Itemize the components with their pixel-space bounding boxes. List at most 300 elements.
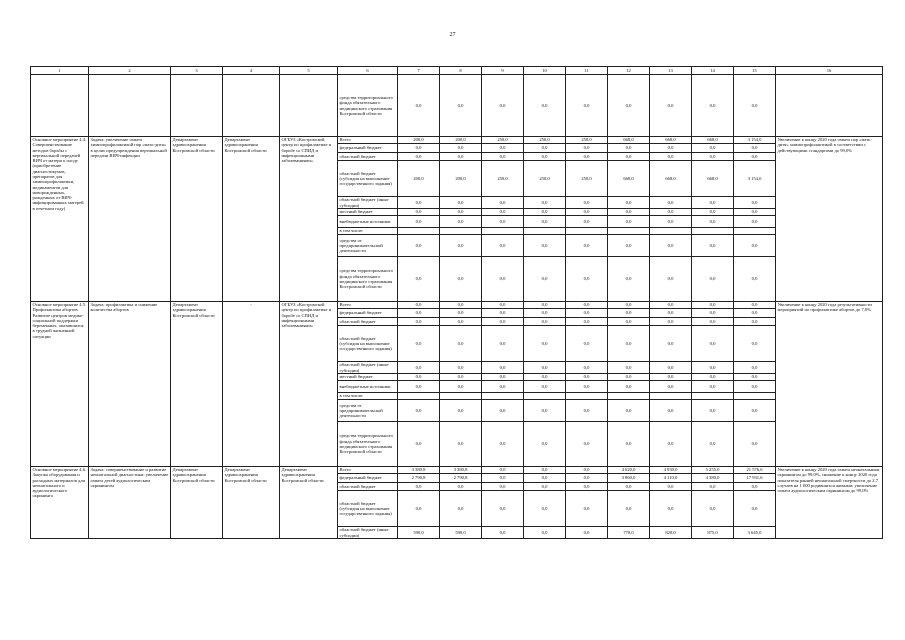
value-cell: 0,0 <box>608 302 650 309</box>
value-cell: 0,0 <box>524 326 566 362</box>
value-cell: 0,0 <box>440 197 482 209</box>
column-number: 9 <box>482 67 524 75</box>
value-cell: 3 860,0 <box>608 474 650 483</box>
value-cell: 0,0 <box>440 491 482 527</box>
value-cell: 0,0 <box>650 197 692 209</box>
funding-source-label: областной бюджет (иные субсидии) <box>338 197 398 209</box>
value-cell: 0,0 <box>692 209 734 216</box>
value-cell: 200,0 <box>440 161 482 197</box>
value-cell: 0,0 <box>608 75 650 137</box>
budget-table <box>30 66 883 539</box>
value-cell: 0,0 <box>566 474 608 483</box>
value-cell: 0,0 <box>482 527 524 539</box>
value-cell: 0,0 <box>692 309 734 318</box>
table-row <box>31 302 883 309</box>
column-number: 14 <box>692 67 734 75</box>
funding-source-label: Всего <box>338 137 398 144</box>
value-cell: 0,0 <box>398 257 440 302</box>
value-cell <box>566 228 608 235</box>
value-cell <box>566 393 608 400</box>
value-cell <box>692 393 734 400</box>
value-cell: 0,0 <box>524 197 566 209</box>
value-cell: 0,0 <box>524 318 566 326</box>
value-cell: 0,0 <box>566 326 608 362</box>
value-cell: 0,0 <box>692 302 734 309</box>
value-cell: 0,0 <box>608 153 650 161</box>
value-cell: 0,0 <box>650 309 692 318</box>
blank-cell <box>31 75 89 137</box>
value-cell: 0,0 <box>566 527 608 539</box>
value-cell <box>440 228 482 235</box>
value-cell: 0,0 <box>608 400 650 422</box>
value-cell <box>734 228 776 235</box>
value-cell <box>650 228 692 235</box>
value-cell: 0,0 <box>734 153 776 161</box>
value-cell: 3 645,0 <box>734 527 776 539</box>
column-number: 10 <box>524 67 566 75</box>
value-cell: 0,0 <box>524 257 566 302</box>
value-cell: 0,0 <box>566 381 608 393</box>
value-cell: 0,0 <box>566 75 608 137</box>
value-cell: 0,0 <box>608 491 650 527</box>
value-cell: 0,0 <box>608 483 650 491</box>
value-cell: 0,0 <box>524 216 566 228</box>
value-cell: 0,0 <box>524 381 566 393</box>
column-numbers-row <box>31 67 883 75</box>
funding-source-label: средства от предпринимательской деятельности <box>338 235 398 257</box>
value-cell: 0,0 <box>482 491 524 527</box>
funding-source-label: внебюджетные источники <box>338 216 398 228</box>
value-cell: 820,0 <box>650 527 692 539</box>
value-cell: 0,0 <box>692 318 734 326</box>
blank-cell <box>776 75 883 137</box>
value-cell: 0,0 <box>692 491 734 527</box>
funding-source-label: Всего <box>338 467 398 474</box>
value-cell: 0,0 <box>734 216 776 228</box>
value-cell: 0,0 <box>692 144 734 153</box>
value-cell: 0,0 <box>650 144 692 153</box>
value-cell: 0,0 <box>482 483 524 491</box>
value-cell: 668,0 <box>692 137 734 144</box>
co-executor: Департамент здравоохранения Костромской области <box>223 467 280 539</box>
value-cell: 0,0 <box>440 374 482 381</box>
column-number: 8 <box>440 67 482 75</box>
value-cell <box>650 393 692 400</box>
value-cell: 0,0 <box>734 235 776 257</box>
value-cell: 0,0 <box>440 422 482 467</box>
value-cell: 0,0 <box>482 257 524 302</box>
task-description: Задача: увеличение охвата химиопрофилактикой пар «мать-дитя» в целях предупреждения вертикальной передачи ВИЧ-инфекции <box>89 137 171 302</box>
value-cell: 0,0 <box>566 422 608 467</box>
column-number: 3 <box>171 67 223 75</box>
value-cell: 250,0 <box>524 137 566 144</box>
value-cell: 4 930,0 <box>650 467 692 474</box>
value-cell: 0,0 <box>524 144 566 153</box>
value-cell: 0,0 <box>650 318 692 326</box>
value-cell: 0,0 <box>524 483 566 491</box>
value-cell: 0,0 <box>398 235 440 257</box>
value-cell: 250,0 <box>482 137 524 144</box>
column-number: 1 <box>31 67 89 75</box>
funding-source-label: федеральный бюджет <box>338 309 398 318</box>
value-cell: 0,0 <box>734 491 776 527</box>
value-cell: 0,0 <box>692 235 734 257</box>
participant: ОГБУЗ «Костромской центр по профилактике и борьбе со СПИД и инфекционными заболеваниями» <box>280 302 338 467</box>
value-cell: 0,0 <box>440 235 482 257</box>
value-cell: 668,0 <box>608 161 650 197</box>
value-cell: 0,0 <box>734 400 776 422</box>
value-cell: 0,0 <box>482 422 524 467</box>
value-cell: 0,0 <box>734 144 776 153</box>
value-cell: 0,0 <box>482 309 524 318</box>
value-cell: 0,0 <box>734 257 776 302</box>
funding-source-label: областной бюджет <box>338 153 398 161</box>
value-cell: 0,0 <box>440 216 482 228</box>
value-cell: 0,0 <box>608 309 650 318</box>
value-cell: 0,0 <box>692 381 734 393</box>
value-cell: 5 255,0 <box>692 467 734 474</box>
value-cell: 0,0 <box>398 318 440 326</box>
column-number: 13 <box>650 67 692 75</box>
value-cell: 0,0 <box>566 302 608 309</box>
value-cell: 0,0 <box>650 400 692 422</box>
expected-result: Увеличение к концу 2020 года результативности мероприятий по профилактике абортов до 7,0% <box>776 302 883 467</box>
column-number: 7 <box>398 67 440 75</box>
funding-source-label: областной бюджет (субсидия на выполнение государственного задания) <box>338 161 398 197</box>
value-cell: 0,0 <box>440 309 482 318</box>
value-cell: 0,0 <box>398 153 440 161</box>
value-cell <box>398 393 440 400</box>
value-cell: 0,0 <box>608 318 650 326</box>
value-cell: 0,0 <box>524 235 566 257</box>
value-cell: 0,0 <box>692 422 734 467</box>
value-cell: 0,0 <box>398 197 440 209</box>
value-cell: 0,0 <box>650 75 692 137</box>
value-cell: 0,0 <box>734 374 776 381</box>
value-cell: 0,0 <box>566 400 608 422</box>
value-cell <box>524 228 566 235</box>
value-cell: 0,0 <box>566 467 608 474</box>
expected-result: Увеличение к концу 2020 года охвата неонатальным скринингом до 99,0%, снижение к концу 2020 года показателя ранней неонатальной смертности до 2,7 случаев на 1 000 родившихся живыми; увеличение охвата аудиологическим скринингом до 99,0% <box>776 467 883 539</box>
blank-cell <box>223 75 280 137</box>
funding-source-label: областной бюджет <box>338 318 398 326</box>
value-cell: 21 576,6 <box>734 467 776 474</box>
value-cell: 0,0 <box>524 400 566 422</box>
value-cell: 0,0 <box>440 381 482 393</box>
value-cell: 200,0 <box>398 161 440 197</box>
value-cell: 2 790,8 <box>398 474 440 483</box>
value-cell: 0,0 <box>608 422 650 467</box>
value-cell: 0,0 <box>608 235 650 257</box>
value-cell: 0,0 <box>692 400 734 422</box>
value-cell: 770,0 <box>608 527 650 539</box>
expected-result: Увеличение к концу 2020 года охвата пар «мать-дитя» химиопрофилактикой в соответствии с действующими стандартами до 99,0% <box>776 137 883 302</box>
measure-name: Основное мероприятие 4.4. Совершенствование методов борьбы с вертикальной передачей ВИЧ от матери к плоду (приобретение диагностикумов, препаратов для химиопрофилактики, медикаментов для новорожденных, рожденных от ВИЧ-инфицированных матерей в отчетном году) <box>31 137 89 302</box>
value-cell: 0,0 <box>692 374 734 381</box>
responsible-executor: Департамент здравоохранения Костромской области <box>171 137 223 302</box>
participant: ОГБУЗ «Костромской центр по профилактике и борьбе со СПИД и инфекционными заболеваниями» <box>280 137 338 302</box>
value-cell: 4 380,0 <box>692 474 734 483</box>
value-cell: 0,0 <box>524 362 566 374</box>
value-cell: 668,0 <box>650 137 692 144</box>
value-cell: 0,0 <box>398 362 440 374</box>
blank-cell <box>89 75 171 137</box>
funding-source-label: областной бюджет <box>338 483 398 491</box>
value-cell: 0,0 <box>398 381 440 393</box>
value-cell <box>482 228 524 235</box>
value-cell <box>608 228 650 235</box>
value-cell: 0,0 <box>566 374 608 381</box>
value-cell: 17 931,6 <box>734 474 776 483</box>
value-cell: 0,0 <box>566 209 608 216</box>
value-cell: 0,0 <box>650 235 692 257</box>
value-cell: 0,0 <box>734 302 776 309</box>
value-cell: 0,0 <box>440 75 482 137</box>
value-cell: 0,0 <box>440 483 482 491</box>
page-number: 27 <box>449 32 456 38</box>
funding-source-label: внебюджетные источники <box>338 381 398 393</box>
funding-source-label: местный бюджет <box>338 374 398 381</box>
value-cell: 0,0 <box>398 144 440 153</box>
value-cell: 2 790,8 <box>440 474 482 483</box>
blank-cell <box>171 75 223 137</box>
value-cell: 0,0 <box>566 257 608 302</box>
value-cell <box>524 393 566 400</box>
value-cell: 0,0 <box>566 491 608 527</box>
value-cell: 0,0 <box>398 374 440 381</box>
value-cell: 0,0 <box>566 309 608 318</box>
measure-name: Основное мероприятие 4.5. Профилактика абортов. Развитие центров медико-социальной поддержки беременных, оказавшихся в трудной жизненной ситуации <box>31 302 89 467</box>
value-cell: 0,0 <box>482 374 524 381</box>
value-cell: 0,0 <box>398 209 440 216</box>
value-cell: 0,0 <box>440 326 482 362</box>
value-cell: 0,0 <box>398 75 440 137</box>
value-cell: 0,0 <box>734 326 776 362</box>
value-cell: 250,0 <box>482 161 524 197</box>
value-cell: 3 380,8 <box>440 467 482 474</box>
value-cell: 0,0 <box>482 400 524 422</box>
value-cell: 0,0 <box>608 381 650 393</box>
value-cell: 0,0 <box>608 197 650 209</box>
value-cell: 0,0 <box>398 422 440 467</box>
value-cell: 0,0 <box>440 209 482 216</box>
value-cell: 0,0 <box>566 318 608 326</box>
value-cell: 0,0 <box>524 467 566 474</box>
value-cell: 0,0 <box>398 491 440 527</box>
value-cell: 0,0 <box>524 153 566 161</box>
value-cell: 0,0 <box>650 209 692 216</box>
value-cell: 0,0 <box>650 483 692 491</box>
value-cell: 0,0 <box>482 302 524 309</box>
value-cell: 0,0 <box>566 197 608 209</box>
value-cell: 0,0 <box>398 483 440 491</box>
value-cell: 590,0 <box>440 527 482 539</box>
value-cell: 250,0 <box>524 161 566 197</box>
value-cell: 200,0 <box>398 137 440 144</box>
value-cell: 0,0 <box>482 144 524 153</box>
value-cell: 0,0 <box>566 362 608 374</box>
value-cell: 0,0 <box>482 381 524 393</box>
value-cell: 590,0 <box>398 527 440 539</box>
value-cell: 0,0 <box>734 362 776 374</box>
value-cell: 0,0 <box>608 209 650 216</box>
value-cell: 0,0 <box>692 362 734 374</box>
value-cell: 0,0 <box>734 318 776 326</box>
value-cell: 0,0 <box>566 235 608 257</box>
value-cell: 668,0 <box>650 161 692 197</box>
value-cell: 0,0 <box>608 326 650 362</box>
column-number: 4 <box>223 67 280 75</box>
column-number: 12 <box>608 67 650 75</box>
value-cell: 0,0 <box>650 362 692 374</box>
value-cell: 0,0 <box>650 422 692 467</box>
funding-source-label: средства территориального фонда обязательного медицинского страхования Костромской области <box>338 257 398 302</box>
value-cell: 0,0 <box>482 318 524 326</box>
value-cell: 0,0 <box>482 75 524 137</box>
column-number: 6 <box>338 67 398 75</box>
value-cell <box>440 393 482 400</box>
continuation-row <box>31 75 883 137</box>
value-cell: 0,0 <box>650 153 692 161</box>
value-cell: 0,0 <box>734 309 776 318</box>
value-cell: 200,0 <box>440 137 482 144</box>
value-cell: 3 154,0 <box>734 161 776 197</box>
value-cell: 0,0 <box>692 326 734 362</box>
funding-source-label: областной бюджет (субсидия на выполнение государственного задания) <box>338 491 398 527</box>
value-cell: 0,0 <box>524 491 566 527</box>
value-cell: 0,0 <box>482 326 524 362</box>
funding-source-label: средства территориального фонда обязательного медицинского страхования Костромской области <box>338 75 398 137</box>
value-cell: 0,0 <box>440 257 482 302</box>
value-cell: 250,0 <box>566 161 608 197</box>
value-cell: 0,0 <box>650 216 692 228</box>
co-executor: Департамент здравоохранения Костромской области <box>223 137 280 302</box>
value-cell: 0,0 <box>398 400 440 422</box>
funding-source-label: федеральный бюджет <box>338 144 398 153</box>
column-number: 16 <box>776 67 883 75</box>
value-cell: 3 154,0 <box>734 137 776 144</box>
value-cell: 0,0 <box>608 144 650 153</box>
value-cell: 0,0 <box>734 75 776 137</box>
value-cell: 3 380,8 <box>398 467 440 474</box>
value-cell: 0,0 <box>524 75 566 137</box>
funding-source-label: средства территориального фонда обязательного медицинского страхования Костромской области <box>338 422 398 467</box>
value-cell: 0,0 <box>482 467 524 474</box>
responsible-executor: Департамент здравоохранения Костромской области <box>171 302 223 467</box>
funding-source-label: областной бюджет (иные субсидии) <box>338 527 398 539</box>
value-cell: 0,0 <box>482 209 524 216</box>
value-cell: 0,0 <box>650 374 692 381</box>
funding-source-label: средства от предпринимательской деятельности <box>338 400 398 422</box>
value-cell: 0,0 <box>650 491 692 527</box>
value-cell: 0,0 <box>524 309 566 318</box>
value-cell <box>398 228 440 235</box>
value-cell: 0,0 <box>482 153 524 161</box>
value-cell: 0,0 <box>440 153 482 161</box>
value-cell: 0,0 <box>524 302 566 309</box>
value-cell: 0,0 <box>692 216 734 228</box>
value-cell: 875,0 <box>692 527 734 539</box>
value-cell: 0,0 <box>692 483 734 491</box>
value-cell: 0,0 <box>482 362 524 374</box>
value-cell: 0,0 <box>566 153 608 161</box>
value-cell: 0,0 <box>524 474 566 483</box>
value-cell: 0,0 <box>524 422 566 467</box>
value-cell: 0,0 <box>398 302 440 309</box>
funding-source-label: в том числе: <box>338 393 398 400</box>
value-cell: 668,0 <box>692 161 734 197</box>
value-cell: 0,0 <box>608 362 650 374</box>
participant: Департамент здравоохранения Костромской области <box>280 467 338 539</box>
co-executor: - <box>223 302 280 467</box>
value-cell: 0,0 <box>650 326 692 362</box>
value-cell: 0,0 <box>734 209 776 216</box>
funding-source-label: федеральный бюджет <box>338 474 398 483</box>
column-number: 2 <box>89 67 171 75</box>
column-number: 11 <box>566 67 608 75</box>
value-cell: 0,0 <box>566 144 608 153</box>
value-cell: 4 620,0 <box>608 467 650 474</box>
funding-source-label: Всего <box>338 302 398 309</box>
value-cell: 0,0 <box>440 362 482 374</box>
value-cell: 0,0 <box>692 75 734 137</box>
value-cell: 0,0 <box>734 197 776 209</box>
value-cell: 668,0 <box>608 137 650 144</box>
value-cell: 0,0 <box>524 527 566 539</box>
value-cell: 0,0 <box>692 257 734 302</box>
measure-name: Основное мероприятие 4.6. Закупка оборудования и расходных материалов для неонатального и аудиологического скрининга <box>31 467 89 539</box>
value-cell: 0,0 <box>650 302 692 309</box>
value-cell: 0,0 <box>398 326 440 362</box>
value-cell: 0,0 <box>734 422 776 467</box>
value-cell: 0,0 <box>650 381 692 393</box>
funding-source-label: областной бюджет (субсидия на выполнение государственного задания) <box>338 326 398 362</box>
value-cell: 4 110,0 <box>650 474 692 483</box>
value-cell: 0,0 <box>650 257 692 302</box>
value-cell: 0,0 <box>566 483 608 491</box>
value-cell: 0,0 <box>566 216 608 228</box>
funding-source-label: местный бюджет <box>338 209 398 216</box>
value-cell: 0,0 <box>692 153 734 161</box>
value-cell: 0,0 <box>398 309 440 318</box>
value-cell: 0,0 <box>524 374 566 381</box>
value-cell: 0,0 <box>524 209 566 216</box>
value-cell <box>734 393 776 400</box>
value-cell: 0,0 <box>608 374 650 381</box>
value-cell: 0,0 <box>692 197 734 209</box>
value-cell: 0,0 <box>482 216 524 228</box>
value-cell <box>608 393 650 400</box>
value-cell: 0,0 <box>440 302 482 309</box>
value-cell: 0,0 <box>440 400 482 422</box>
value-cell: 0,0 <box>482 474 524 483</box>
funding-source-label: в том числе: <box>338 228 398 235</box>
value-cell: 0,0 <box>440 144 482 153</box>
value-cell: 0,0 <box>608 216 650 228</box>
column-number: 15 <box>734 67 776 75</box>
value-cell: 0,0 <box>398 216 440 228</box>
value-cell: 0,0 <box>734 381 776 393</box>
value-cell: 0,0 <box>608 257 650 302</box>
value-cell: 0,0 <box>440 318 482 326</box>
responsible-executor: Департамент здравоохранения Костромской области <box>171 467 223 539</box>
blank-cell <box>280 75 338 137</box>
value-cell: 0,0 <box>482 197 524 209</box>
task-description: Задача: совершенствование и развитие неонатальной диагностики; увеличение охвата детей аудиологическим скринингом <box>89 467 171 539</box>
value-cell <box>482 393 524 400</box>
value-cell: 0,0 <box>482 235 524 257</box>
table-row <box>31 137 883 144</box>
